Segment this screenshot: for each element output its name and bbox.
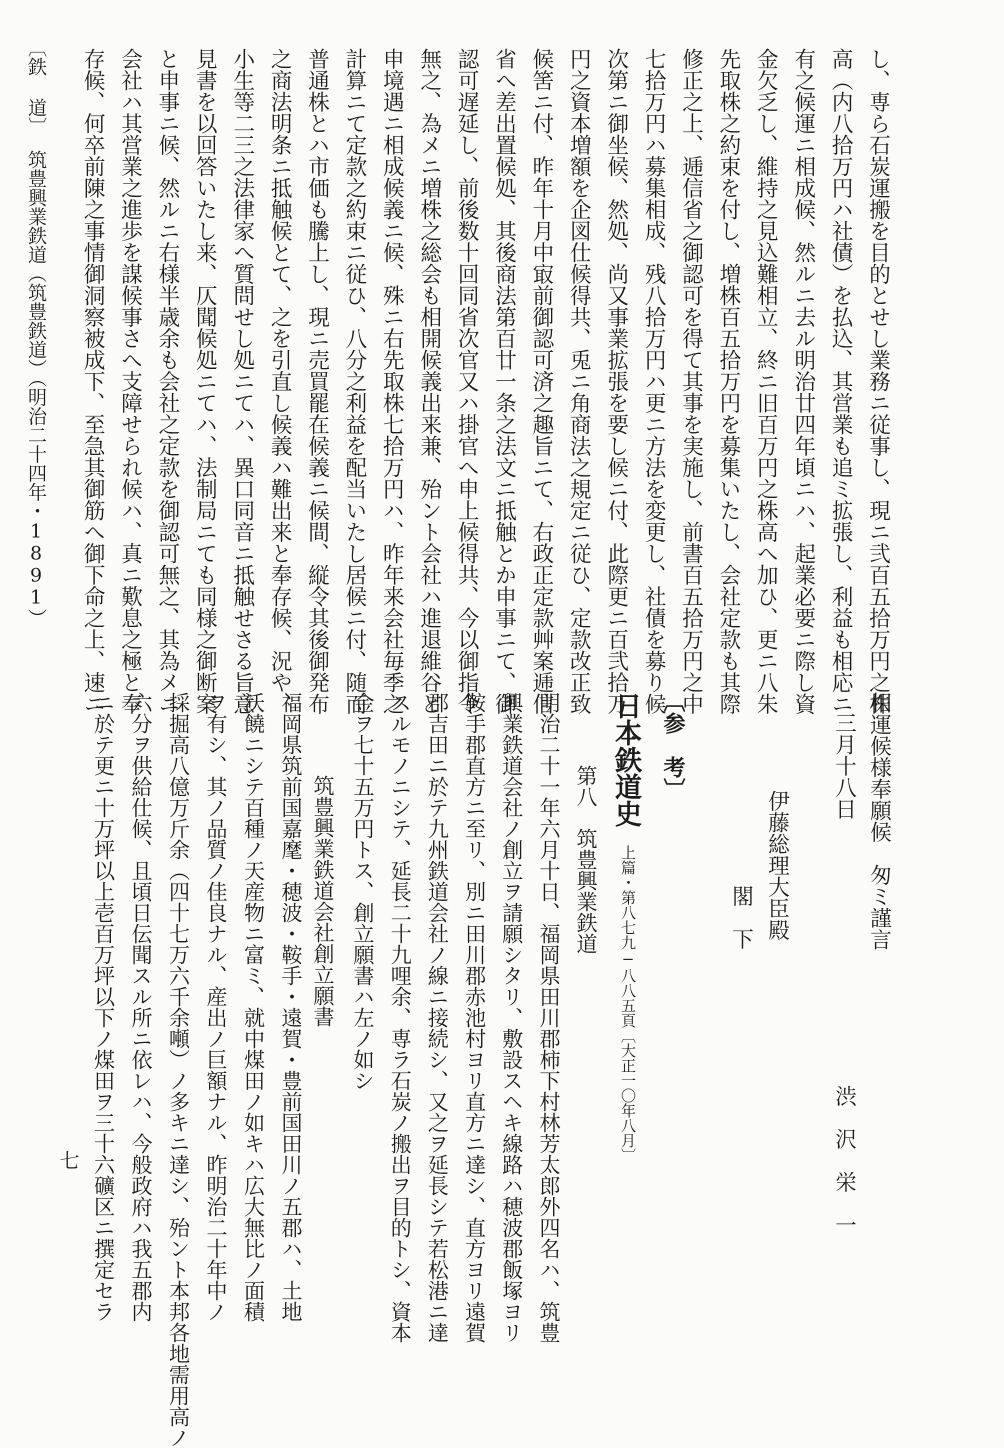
- text-line: 修正之上、逓信省之御認可を得て其事を実施し、前書百五拾万円之中: [678, 48, 704, 715]
- text-line: 郡吉田ニ於テ九州鉄道会社ノ線ニ接続シ、又之ヲ延長シテ若松港ニ達: [425, 692, 450, 1343]
- text-line: 之商法明条ニ抵触候とて、之を引直し候義ハ難出来と奉存候、況や、: [267, 48, 293, 715]
- text-line: 円之資本増額を企図仕候得共、兎ニ角商法之規定ニ従ひ、定款改正致: [566, 48, 592, 715]
- text-line: 金欠乏し、維持之見込難相立、終ニ旧百万円之株高へ加ひ、更ニ八朱: [753, 48, 779, 715]
- text-line: 省へ差出置候処、其後商法第百廿一条之法文ニ抵触とか申事ニて、御: [491, 48, 517, 715]
- reference-source-title: 日本鉄道史: [610, 692, 641, 827]
- text-line: 申境遇ニ相成候義ニ候、殊ニ右先取株七拾万円ハ、昨年来会社毎季之: [379, 48, 405, 715]
- text-line: スルモノニシテ、延長二十九哩余、専ラ石炭ノ搬出ヲ目的トシ、資本: [388, 692, 413, 1343]
- letter-closing: 相運候様奉願候 匆ミ謹言: [866, 692, 892, 950]
- text-line: と申事ニ候、然ルニ右様半歳余も会社之定款を御認可無之、其為メニ: [154, 48, 180, 715]
- letter-signer: 渋 沢 栄 一: [831, 1085, 857, 1236]
- text-line: 存候、何卒前陳之事情御洞察被成下、至急其御筋へ御下命之上、速ニ: [80, 48, 106, 715]
- petition-title: 筑豊興業鉄道会社創立願書: [311, 775, 335, 1027]
- text-line: 小生等二三之法律家へ質問せし処ニてハ、異口同音ニ抵触せさる旨意: [229, 48, 255, 715]
- text-line: 候筈ニ付、昨年十月中㝡前御認可済之趣旨ニて、右政正定款艸案逓信: [528, 48, 554, 715]
- text-line: 普通株とハ市価も騰上し、現ニ売買罷在候義ニ候間、縦令其後御発布: [304, 48, 330, 715]
- text-line: 次第ニ御坐候、然処、尚又事業拡張を要し候ニ付、此際更ニ百弐拾万: [603, 48, 629, 715]
- text-line: ニ於テ更ニ十万坪以上壱百万坪以下ノ煤田ヲ三十六礦区ニ撰定セラ: [91, 692, 116, 1322]
- text-line: 有之候運ニ相成候、然ルニ去ル明治廿四年頃ニハ、起業必要ニ際し資: [790, 48, 816, 715]
- running-header-label: 〔鉄 道〕: [25, 38, 47, 136]
- text-line: 金ヲ七十五万円トス、創立願書ハ左ノ如シ: [351, 692, 375, 1091]
- text-line: 興業鉄道会社ノ創立ヲ請願シタリ、敷設スヘキ線路ハ穂波郡飯塚ヨリ: [499, 692, 524, 1343]
- text-line: 認可遅延し、前後数十回同省次官又ハ掛官へ申上候得共、今以御指令: [454, 48, 480, 715]
- running-header-title: 筑豊興業鉄道（筑豊鉄道）（明治二十四年・1891）: [25, 150, 47, 628]
- text-line: 無之、為メニ増株之総会も相開候義出来兼、殆ント会社ハ進退維谷と: [416, 48, 442, 715]
- text-line: 会社ハ其営業之進歩を謀候事さへ支障せられ候ハ、真ニ歎息之極と奉: [117, 48, 143, 715]
- reference-label: 〔参 考〕: [660, 690, 686, 800]
- text-line: 計算ニて定款之約束ニ従ひ、八分之利益を配当いたし居候ニ付、随而: [341, 48, 367, 715]
- text-line: し、専ら石炭運搬を目的とせし業務ニ従事し、現ニ弐百五拾万円之株: [865, 48, 891, 715]
- page-number: 七: [56, 1150, 80, 1170]
- reference-section-heading: 第八 筑豊興業鉄道: [574, 765, 598, 954]
- text-line: 先取株之約束を付し、増株百五拾万円を募集いたし、会社定款も其際: [715, 48, 741, 715]
- letter-honorific: 閣 下: [728, 885, 754, 950]
- text-line: 採掘高八億万斤余（四十七万六千余噸）ノ多キニ達シ、殆ント本邦各地需用高ノ: [166, 692, 191, 1448]
- text-line: 高（内八拾万円ハ社債）を払込、其営業も追ミ拡張し、利益も相応ニ: [828, 48, 854, 715]
- text-line: 明治二十一年六月十日、福岡県田川郡柿下村林芳太郎外四名ハ、筑豊: [537, 692, 561, 1343]
- reference-source-detail: 上篇・第八七九−八八五頁〔大正一〇年八月〕: [619, 845, 637, 1163]
- text-line: 七拾万円ハ募集相成、残八拾万円ハ更ニ方法を変更し、社債を募り候: [641, 48, 667, 715]
- text-line: 見書を以回答いたし来、仄聞候処ニてハ、法制局ニても同様之御断案: [192, 48, 218, 715]
- text-line: 沃饒ニシテ百種ノ天産物ニ富ミ、就中煤田ノ如キハ広大無比ノ面積: [241, 692, 266, 1322]
- text-line: 鞍手郡直方ニ至リ、別ニ田川郡赤池村ヨリ直方ニ達シ、直方ヨリ遠賀: [462, 692, 487, 1343]
- text-line: 福岡県筑前国嘉麾・穂波・鞍手・遠賀・豊前国田川ノ五郡ハ、土地: [279, 692, 303, 1322]
- letter-addressee: 伊藤総理大臣殿: [764, 790, 790, 941]
- text-line: ヲ有シ、其ノ品質ノ佳良ナル、産出ノ巨額ナル、昨明治二十年中ノ: [204, 692, 228, 1322]
- text-line: 六分ヲ供給仕候、且頃日伝聞スル所ニ依レハ、今般政府ハ我五郡内: [129, 692, 153, 1322]
- letter-date: 三月十八日: [831, 712, 857, 820]
